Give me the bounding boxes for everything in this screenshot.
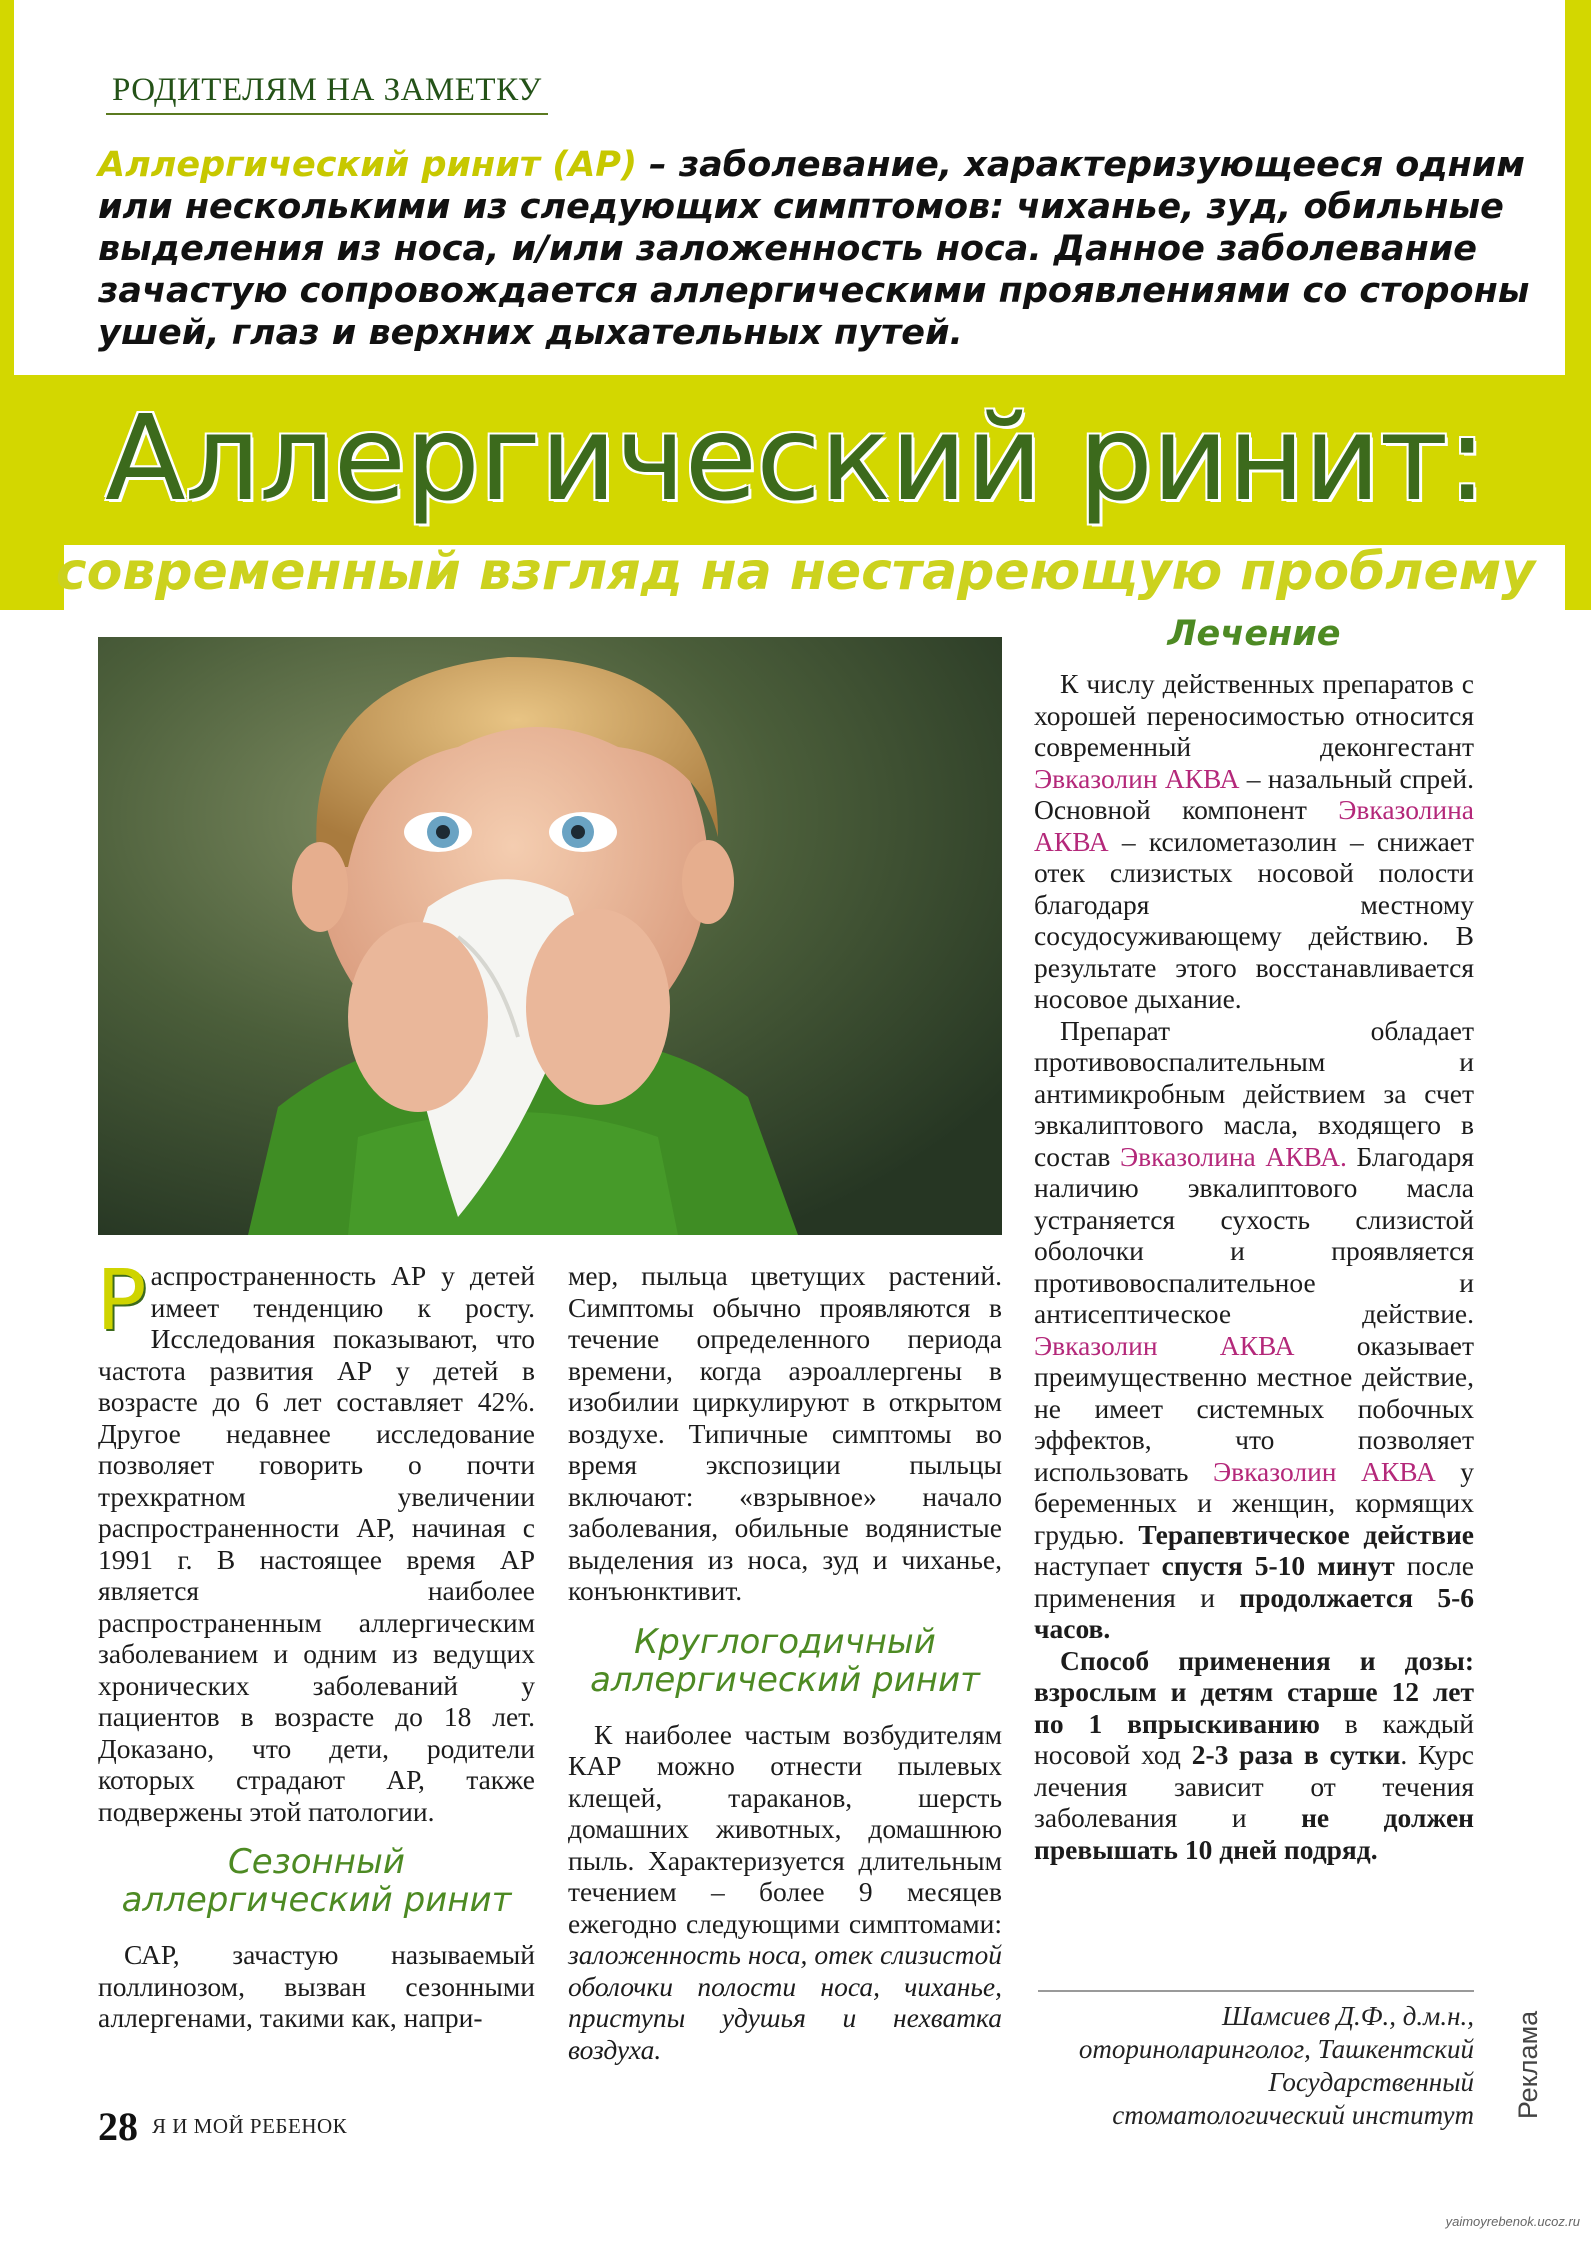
heading-treatment: Лечение — [1167, 614, 1341, 654]
brand-name: Эвказолин АКВА — [1034, 1329, 1295, 1361]
intro-paragraph — [96, 1251, 535, 1827]
yellow-frame-left — [0, 0, 14, 375]
advertisement-label: Реклама — [1513, 2010, 1543, 2120]
signature-line: Государственный — [1268, 2067, 1474, 2097]
lead-text: – заболевание, характеризующееся одним или несколькими из следующих симптомов: чиханье, зуд, обильные выделения из носа, и/или заложенность носа. Данное заболевание зачастую сопровождается аллергическими проявлениями со стороны ушей, глаз и верхних дыхательных путей. — [98, 145, 1530, 353]
column-1 — [96, 1251, 535, 2034]
drop-cap: Р — [96, 1251, 147, 1349]
site-watermark: yaimoyrebenok.ucoz.ru — [1445, 2214, 1580, 2229]
year-round-paragraph — [568, 1719, 1002, 2066]
page-number: 28 — [98, 2104, 138, 2149]
year-round-symptoms: заложенность носа, отек слизистой оболочки полости носа, чиханье, приступы удушья и нехватка воздуха. — [568, 1939, 1002, 2065]
seasonal-paragraph-start: САР, зачастую называемый поллинозом, вызван сезонными аллергенами, такими как, напри- — [98, 1939, 535, 2033]
brand-name: Эвказолина АКВА. — [1120, 1140, 1347, 1172]
column-2 — [568, 1260, 1002, 2065]
section-kicker: РОДИТЕЛЯМ НА ЗАМЕТКУ — [106, 72, 548, 115]
page-title: Аллергический ринит: — [104, 389, 1487, 527]
heading-year-round: Круглогодичный аллергический ринит — [590, 1621, 980, 1700]
brand-name: Эвказолин АКВА — [1212, 1455, 1436, 1487]
lead-paragraph — [98, 144, 1538, 354]
author-signature — [1034, 2000, 1474, 2132]
column-3 — [1034, 668, 1474, 1865]
heading-seasonal: Сезонный аллергический ринит — [121, 1842, 512, 1920]
seasonal-paragraph-cont: мер, пыльца цветущих растений. Симптомы обычно проявляются в течение определенного периода времени, когда аэроаллергены в изобилии циркулируют в открытом воздухе. Типичные симптомы во время экспозиции пыльцы включают: «взрывное» начало заболевания, обильные водянистые выделения из носа, зуд и чиханье, конъюнктивит. — [568, 1260, 1002, 1606]
signature-line: оториноларинголог, Ташкентский — [1078, 2034, 1474, 2064]
treatment-paragraph-1: К числу действенных препаратов с хорошей переносимостью относится современный деконгестант Эвказолин АКВА – назальный спрей. Основной компонент Эвказолина АКВА – ксилометазолин – снижает отек слизистых носовой полости благодаря местному сосудосуживающему действию. В результате этого восстанавливается носовое дыхание. — [1034, 668, 1474, 1014]
magazine-name: Я И МОЙ РЕБЕНОК — [152, 2114, 348, 2138]
dosage-paragraph: Способ применения и дозы: взрослым и детям старше 12 лет по 1 впрыскиванию в каждый носовой ход 2-3 раза в сутки. Курс лечения зависит от течения заболевания и не должен превышать 10 дней подряд. — [1034, 1644, 1474, 1865]
signature-line: стоматологический институт — [1112, 2100, 1474, 2130]
page-subtitle: современный взгляд на нестареющую проблему — [55, 542, 1536, 602]
brand-name: Эвказолина АКВА — [1034, 794, 1474, 857]
signature-divider — [1038, 1990, 1474, 1992]
intro-text: аспространенность АР у детей имеет тенденцию к росту. Исследования показывают, что частота развития АР у детей в возрасте до 6 лет составляет 42%. Другое недавнее исследование позволяет говорить о почти трехкратном увеличении распространенности АР, начиная с 1991 г. В настоящее время АР является наиболее распространенным аллергическим заболеванием и одним из ведущих хронических заболеваний у пациентов в возрасте до 18 лет. Доказано, что дети, родители которых страдают АР, также подвержены этой патологии. — [98, 1260, 535, 1827]
lead-term: Аллергический ринит (АР) — [98, 145, 637, 185]
signature-line: Шамсиев Д.Ф., д.м.н., — [1221, 2001, 1474, 2031]
treatment-paragraph-2: Препарат обладает противовоспалительным и антимикробным действием за счет эвкалиптового масла, входящего в состав Эвказолина АКВА. Благодаря наличию эвкалиптового масла устраняется сухость слизистой оболочки и проявляется противовоспалительное и антисептическое действие. Эвказолин АКВА оказывает преимущественно местное действие, не имеет системных побочных эффектов, что позволяет использовать Эвказолин АКВА у беременных и женщин, кормящих грудью. Терапевтическое действие наступает спустя 5-10 минут после применения и продолжается 5-6 часов. — [1034, 1014, 1475, 1644]
year-round-text: К наиболее частым возбудителям КАР можно отнести пылевых клещей, тараканов, шерсть домашних животных, домашнюю пыль. Характеризуется длительным течением – более 9 месяцев ежегодно следующими симптомами: — [568, 1718, 1002, 1939]
brand-name: Эвказолин АКВА — [1034, 762, 1240, 794]
child-with-tissue-photo — [98, 637, 1002, 1235]
